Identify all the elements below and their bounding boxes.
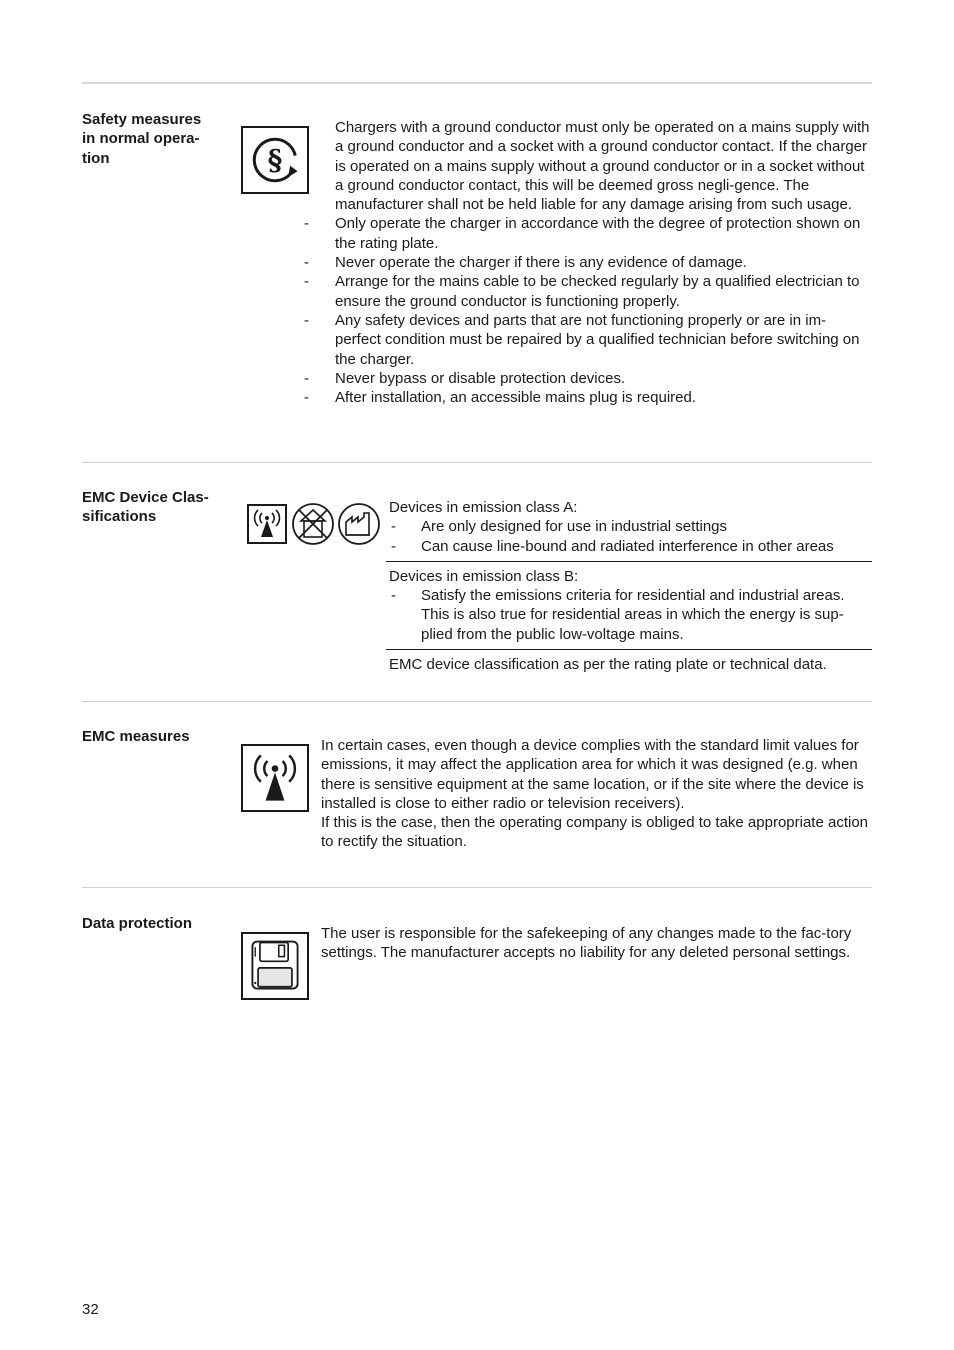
- data-protection-text: The user is responsible for the safekeeping of any changes made to the fac-tory settings. The manufacturer accepts no liability for any deleted personal settings.: [321, 925, 852, 962]
- class-b-list: [389, 586, 872, 644]
- top-divider: [82, 82, 872, 84]
- section-divider: [82, 887, 872, 888]
- emc-measures-body: [321, 736, 871, 852]
- list-item: - Are only designed for use in industrial settings: [389, 517, 872, 536]
- svg-text:§: §: [267, 142, 283, 177]
- list-item: - Satisfy the emissions criteria for residential and industrial areas. This is also true for residential areas in which the energy is sup-plied from the public low-voltage mains.: [389, 586, 872, 644]
- emc-measures-para-1: In certain cases, even though a device complies with the standard limit values for emissions, it may affect the application area for which it was designed (e.g. when there is sensitive equipment at the same location, or if the site where the device is installed is close to either radio or television receivers).: [321, 737, 864, 812]
- emc-measures-heading: EMC measures: [82, 728, 190, 745]
- class-a-title: Devices in emission class A:: [389, 499, 578, 516]
- safety-heading: Safety measures in normal opera- tion: [82, 111, 202, 167]
- emc-class-footer-block: [386, 650, 872, 674]
- radiation-warning-icon: [247, 504, 287, 544]
- data-protection-body: [321, 924, 871, 963]
- section-divider: [82, 701, 872, 702]
- list-item: - Can cause line-bound and radiated interference in other areas: [389, 537, 872, 556]
- emc-class-footer: EMC device classification as per the rating plate or technical data.: [389, 656, 827, 674]
- factory-icon: [337, 502, 381, 546]
- class-a-block: [386, 498, 872, 562]
- safety-bullet-list: [335, 214, 870, 407]
- crossed-out-house-icon: [291, 502, 335, 546]
- page-number: 32: [82, 1301, 99, 1318]
- class-a-list: [389, 517, 872, 556]
- paragraph-section-icon: [241, 126, 309, 194]
- safety-intro: Chargers with a ground conductor must only be operated on a mains supply with a ground conductor and a socket with a ground conductor contact. If the charger is operated on a mains supply without a ground conductor or in a socket without a ground conductor contact, this will be deemed gross negli-gence. The manufacturer shall not be held liable for any damage arising from such usage.: [335, 119, 870, 214]
- list-item: - Arrange for the mains cable to be checked regularly by a qualified electrician to ensure the ground conductor is functioning properly.: [335, 272, 870, 311]
- class-b-title: Devices in emission class B:: [389, 567, 579, 585]
- list-item: - Never bypass or disable protection devices.: [335, 369, 870, 388]
- emc-class-body: [386, 498, 872, 674]
- list-item: - After installation, an accessible mains plug is required.: [335, 388, 870, 407]
- section-divider: [82, 462, 872, 463]
- safety-body: [335, 118, 870, 407]
- data-protection-heading: Data protection: [82, 915, 193, 932]
- radiation-warning-icon: [241, 744, 309, 812]
- emc-measures-para-2: If this is the case, then the operating company is obliged to take appropriate action to rectify the situation.: [321, 814, 869, 851]
- class-b-block: [386, 562, 872, 650]
- list-item: - Only operate the charger in accordance with the degree of protection shown on the rating plate.: [335, 214, 870, 253]
- list-item: - Never operate the charger if there is any evidence of damage.: [335, 253, 870, 272]
- list-item: - Any safety devices and parts that are not functioning properly or are in im-perfect condition must be repaired by a qualified technician before switching on the charger.: [335, 311, 870, 369]
- emc-class-heading: EMC Device Clas- sifications: [82, 489, 209, 526]
- floppy-disk-icon: [241, 932, 309, 1000]
